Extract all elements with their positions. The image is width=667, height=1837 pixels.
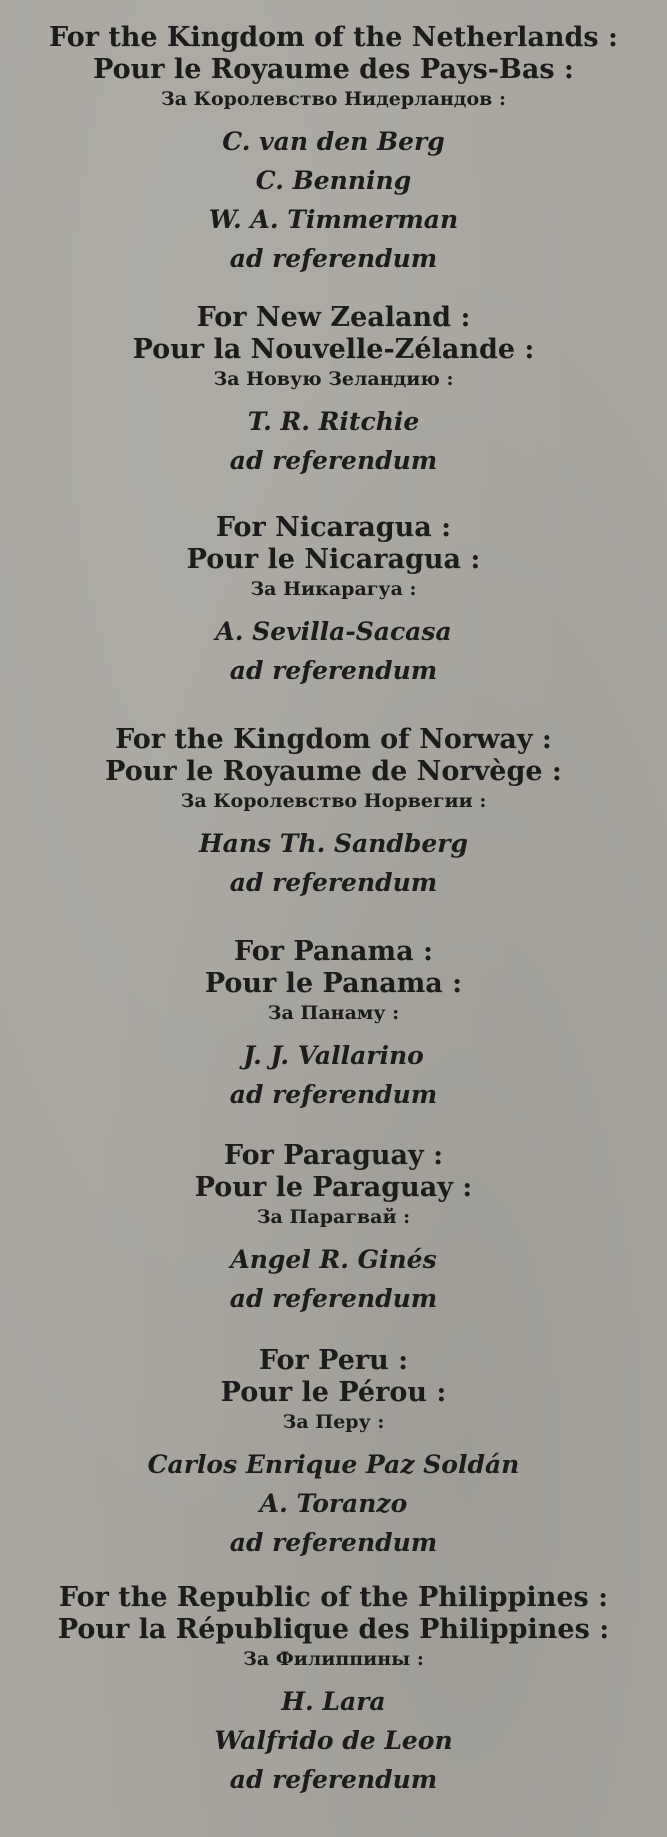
country-heading-english: For the Kingdom of the Netherlands : — [49, 22, 618, 53]
country-heading-french: Pour la Nouvelle-Zélande : — [132, 334, 535, 365]
signature-line: T. R. Ritchie — [247, 407, 420, 436]
signature-line: C. van den Berg — [222, 127, 445, 156]
country-heading-english: For Nicaragua : — [215, 512, 452, 543]
country-heading-english: For the Kingdom of Norway : — [115, 724, 552, 755]
country-heading-french: Pour le Nicaragua : — [186, 544, 481, 575]
signature-line: Carlos Enrique Paz Soldán — [147, 1450, 520, 1479]
signature-line: ad referendum — [229, 244, 438, 273]
signature-line: Angel R. Ginés — [230, 1245, 437, 1274]
country-heading-russian: За Парагвай : — [256, 1206, 411, 1228]
signature-line: W. A. Timmerman — [208, 205, 459, 234]
country-heading-russian: За Перу : — [282, 1411, 385, 1433]
signature-line: Hans Th. Sandberg — [199, 829, 468, 858]
signatory-block-nicaragua — [0, 512, 667, 690]
country-heading-french: Pour la République des Philippines : — [57, 1614, 610, 1645]
signatory-block-paraguay — [0, 1140, 667, 1318]
signature-line: ad referendum — [229, 446, 438, 475]
signature-line: H. Lara — [281, 1687, 386, 1716]
signature-line: J. J. Vallarino — [243, 1041, 424, 1070]
signatory-block-peru — [0, 1345, 667, 1562]
signature-line: Walfrido de Leon — [214, 1726, 453, 1755]
country-heading-english: For New Zealand : — [196, 302, 471, 333]
signature-line: ad referendum — [229, 1284, 438, 1313]
signature-line: ad referendum — [229, 1528, 438, 1557]
signature-line: ad referendum — [229, 1080, 438, 1109]
country-heading-russian: За Филиппины : — [243, 1648, 424, 1670]
signature-line: ad referendum — [229, 656, 438, 685]
country-heading-english: For Peru : — [258, 1345, 409, 1376]
country-heading-russian: За Панаму : — [267, 1002, 400, 1024]
signatory-block-philippines — [0, 1582, 667, 1799]
signature-line: A. Toranzo — [259, 1489, 408, 1518]
signatory-block-new-zealand — [0, 302, 667, 480]
signature-line: C. Benning — [255, 166, 412, 195]
country-heading-french: Pour le Paraguay : — [194, 1172, 473, 1203]
signature-line: ad referendum — [229, 868, 438, 897]
signatory-block-panama — [0, 936, 667, 1114]
country-heading-english: For Paraguay : — [223, 1140, 444, 1171]
signatory-block-norway — [0, 724, 667, 902]
country-heading-french: Pour le Pérou : — [220, 1377, 447, 1408]
country-heading-russian: За Королевство Нидерландов : — [161, 88, 506, 110]
country-heading-french: Pour le Royaume des Pays-Bas : — [93, 54, 574, 85]
country-heading-russian: За Королевство Норвегии : — [180, 790, 487, 812]
signature-line: ad referendum — [229, 1765, 438, 1794]
signature-line: A. Sevilla-Sacasa — [215, 617, 452, 646]
country-heading-russian: За Никарагуа : — [250, 578, 417, 600]
country-heading-french: Pour le Panama : — [204, 968, 463, 999]
country-heading-russian: За Новую Зеландию : — [213, 368, 454, 390]
country-heading-french: Pour le Royaume de Norvège : — [105, 756, 562, 787]
country-heading-english: For the Republic of the Philippines : — [58, 1582, 609, 1613]
signatory-block-netherlands — [0, 22, 667, 278]
country-heading-english: For Panama : — [234, 936, 433, 967]
